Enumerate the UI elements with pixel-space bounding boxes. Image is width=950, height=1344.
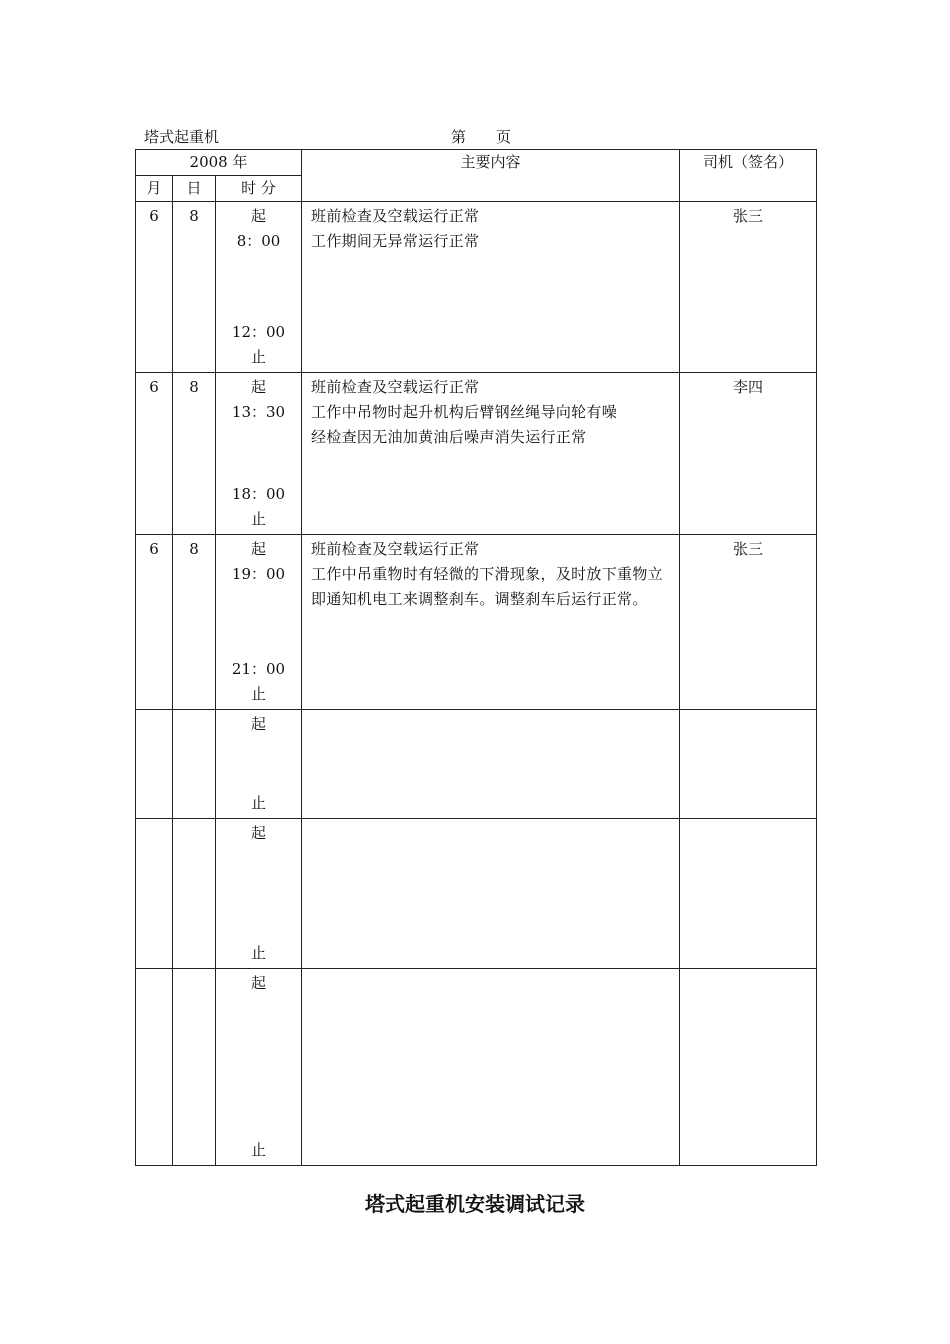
time-cell [216,535,302,710]
driver-signature [680,819,817,969]
start-label: 起 [251,824,267,842]
operation-log-table [135,149,817,1166]
end-time: 21：00 [231,660,286,678]
time-cell [216,710,302,819]
start-time: 8：00 [236,232,281,250]
stop-label: 止 [251,510,267,528]
end-time: 18：00 [231,485,286,503]
content-cell [302,202,680,373]
day-cell [173,819,216,969]
content-cell [302,819,680,969]
driver-signature: 李四 [680,373,817,535]
stop-label: 止 [251,348,267,366]
content-line: 班前检查及空载运行正常 [311,540,480,558]
driver-signature [680,969,817,1166]
driver-signature [680,710,817,819]
content-line: 工作中吊物时起升机构后臂钢丝绳导向轮有噪 [311,403,618,421]
month-cell: 6 [136,373,173,535]
document-title: 塔式起重机安装调试记录 [365,1192,585,1216]
day-cell: 8 [173,535,216,710]
content-line: 工作中吊重物时有轻微的下滑现象，及时放下重物立即通知机电工来调整刹车。调整刹车后运行正常。 [311,565,663,608]
content-header: 主要内容 [302,150,680,202]
time-header: 时 分 [216,176,302,202]
stop-label: 止 [251,1141,267,1159]
table-row [136,535,817,710]
month-header: 月 [136,176,173,202]
time-cell [216,819,302,969]
end-time: 12：00 [231,323,286,341]
table-row [136,969,817,1166]
table-row [136,819,817,969]
time-cell [216,202,302,373]
start-label: 起 [251,207,267,225]
table-row [136,202,817,373]
time-cell [216,373,302,535]
day-cell [173,710,216,819]
header-machine-name: 塔式起重机 [144,128,220,146]
start-label: 起 [251,974,267,992]
time-cell [216,969,302,1166]
month-cell [136,710,173,819]
stop-label: 止 [251,685,267,703]
content-line: 班前检查及空载运行正常 [311,207,480,225]
start-label: 起 [251,378,267,396]
page-header [136,124,816,148]
day-cell: 8 [173,373,216,535]
content-cell [302,373,680,535]
content-cell [302,710,680,819]
content-cell [302,535,680,710]
content-line: 工作期间无异常运行正常 [311,232,480,250]
driver-header: 司机（签名） [680,150,817,202]
day-cell [173,969,216,1166]
day-cell: 8 [173,202,216,373]
driver-signature: 张三 [680,202,817,373]
month-cell: 6 [136,202,173,373]
table-row [136,710,817,819]
driver-signature: 张三 [680,535,817,710]
month-cell [136,819,173,969]
header-page-number: 第 页 [451,128,512,146]
day-header: 日 [173,176,216,202]
start-label: 起 [251,715,267,733]
content-line: 班前检查及空载运行正常 [311,378,480,396]
month-cell: 6 [136,535,173,710]
stop-label: 止 [251,794,267,812]
content-line: 经检查因无油加黄油后噪声消失运行正常 [311,428,587,446]
start-label: 起 [251,540,267,558]
start-time: 13：30 [231,403,286,421]
start-time: 19：00 [231,565,286,583]
content-cell [302,969,680,1166]
table-row [136,373,817,535]
stop-label: 止 [251,944,267,962]
month-cell [136,969,173,1166]
year-header: 2008 年 [136,150,302,176]
